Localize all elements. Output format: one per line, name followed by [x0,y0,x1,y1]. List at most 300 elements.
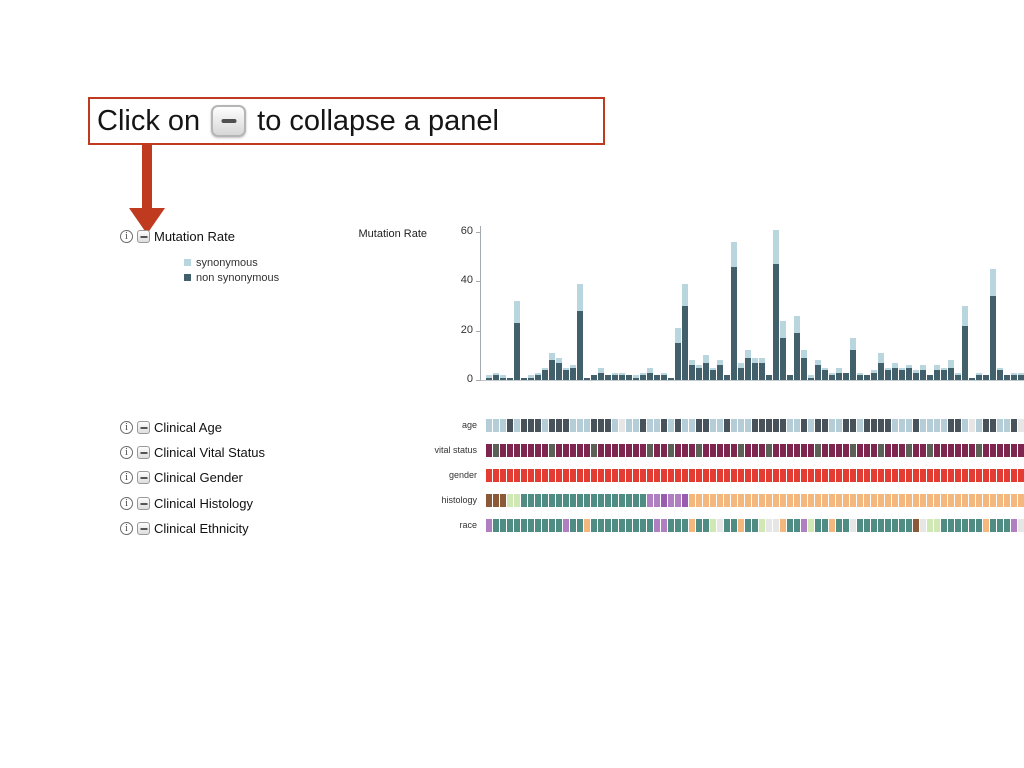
track-cell [934,519,940,532]
track-cell [752,444,758,457]
panel-label: Clinical Vital Status [154,445,266,460]
track-cell [808,519,814,532]
track-cell [920,494,926,507]
track-cell [563,419,569,432]
track-cell [626,494,632,507]
bar-sample [885,368,891,380]
bar-segment-non-synonymous [850,350,856,380]
bar-sample [549,353,555,380]
bar-segment-non-synonymous [661,375,667,380]
track-cell [745,494,751,507]
track-cell [605,419,611,432]
track-cell [626,469,632,482]
track-cell [878,469,884,482]
track-cell [920,444,926,457]
track-cell [724,494,730,507]
track-cell [731,494,737,507]
track-cell [542,419,548,432]
bar-segment-non-synonymous [514,323,520,380]
track-cell [717,419,723,432]
track-cell [976,519,982,532]
track-cell [535,519,541,532]
info-icon[interactable]: i [120,497,133,510]
bar-sample [640,373,646,380]
track-cell [689,444,695,457]
track-cell [759,519,765,532]
track-cell [913,519,919,532]
track-cell [969,494,975,507]
bar-sample [836,368,842,380]
track-cell [794,519,800,532]
track-cell [682,419,688,432]
chart-axis-title: Mutation Rate [358,228,427,240]
track-cell [640,519,646,532]
collapse-button[interactable] [137,421,150,434]
mutation-rate-bar-chart [486,230,1024,380]
collapse-button-mutation-rate[interactable] [137,230,150,243]
track-cell [976,469,982,482]
bar-segment-non-synonymous [605,375,611,380]
track-cell [640,444,646,457]
y-axis-line [480,226,481,381]
track-cell [822,444,828,457]
track-cell [717,469,723,482]
track-cell [738,494,744,507]
track-cell [836,469,842,482]
track-cell [500,444,506,457]
track-cell [500,419,506,432]
track-cell [955,444,961,457]
track-cell [584,419,590,432]
track-cell [696,519,702,532]
track-cell [738,469,744,482]
track-cell [661,494,667,507]
track-cell [983,469,989,482]
bar-sample [542,368,548,380]
bar-segment-non-synonymous [941,370,947,380]
collapse-button[interactable] [137,522,150,535]
track-cell [619,419,625,432]
track-cell [584,519,590,532]
track-cell [682,469,688,482]
track-cell [745,444,751,457]
y-tick-mark [476,380,481,381]
track-cell [990,444,996,457]
bar-sample [703,355,709,380]
bar-sample [843,373,849,380]
info-icon[interactable]: i [120,421,133,434]
track-cell [570,444,576,457]
bar-segment-non-synonymous [822,370,828,380]
bar-segment-non-synonymous [724,375,730,380]
bar-segment-non-synonymous [969,378,975,380]
collapse-button[interactable] [137,497,150,510]
track-cell [857,494,863,507]
panel-label-mutation-rate: Mutation Rate [154,229,235,244]
track-label: gender [448,470,477,480]
info-icon[interactable]: i [120,522,133,535]
bar-segment-non-synonymous [1018,375,1024,380]
track-cell [584,494,590,507]
track-cell [528,519,534,532]
bar-sample [864,375,870,380]
track-cell [1004,469,1010,482]
track-cell [584,444,590,457]
track-cell [703,444,709,457]
track-cell [528,444,534,457]
track-cell [661,419,667,432]
track-cell [738,519,744,532]
bar-segment-non-synonymous [990,296,996,380]
y-tick-label: 40 [460,274,473,287]
track-cell [507,519,513,532]
bar-segment-non-synonymous [654,375,660,380]
bar-segment-synonymous [780,321,786,338]
track-cell [976,444,982,457]
track-cell [647,419,653,432]
track-cell [1018,519,1024,532]
track-cell [654,444,660,457]
track-cell [570,519,576,532]
track-cell [815,494,821,507]
panel-row-clinical [120,420,222,435]
track-cell [535,494,541,507]
track-cell [1004,419,1010,432]
bar-sample [997,368,1003,380]
bar-sample [759,358,765,380]
track-cell [598,519,604,532]
legend-swatch-synonymous [184,259,191,266]
track-cell [605,444,611,457]
track-cell [640,494,646,507]
track-cell [948,469,954,482]
track-cell [493,419,499,432]
track-cell [969,469,975,482]
track-cell [549,469,555,482]
track-cell [598,494,604,507]
bar-sample [801,350,807,380]
track-cell [507,469,513,482]
panel-label: Clinical Ethnicity [154,521,249,536]
minus-glyph [140,528,147,530]
track-cell [521,444,527,457]
track-cell [822,519,828,532]
track-row-histology [486,494,1024,507]
bar-sample [493,373,499,380]
minus-glyph [140,427,147,429]
bar-segment-non-synonymous [787,375,793,380]
bar-segment-non-synonymous [927,375,933,380]
track-cell [829,419,835,432]
bar-segment-non-synonymous [1004,375,1010,380]
track-cell [976,419,982,432]
track-cell [570,494,576,507]
bar-segment-non-synonymous [640,375,646,380]
track-cell [626,444,632,457]
track-cell [899,519,905,532]
track-label: histology [441,495,477,505]
track-row-race [486,519,1024,532]
bar-sample [787,375,793,380]
bar-segment-non-synonymous [486,378,492,380]
track-cell [647,444,653,457]
track-cell [990,519,996,532]
track-cell [962,444,968,457]
collapse-button[interactable] [137,446,150,459]
legend-item-non-synonymous [184,270,279,285]
track-cell [794,444,800,457]
track-cell [717,494,723,507]
info-icon[interactable]: i [120,471,133,484]
bar-sample [500,375,506,380]
track-cell [654,494,660,507]
track-label: age [461,420,477,430]
bar-segment-non-synonymous [752,363,758,380]
bar-segment-non-synonymous [801,358,807,380]
track-cell [759,494,765,507]
track-cell [864,444,870,457]
track-cell [871,444,877,457]
bar-segment-non-synonymous [731,267,737,380]
track-cell [633,519,639,532]
track-cell [654,519,660,532]
track-cell [486,469,492,482]
track-cell [710,444,716,457]
track-cell [997,519,1003,532]
track-cell [605,519,611,532]
track-cell [787,469,793,482]
bar-sample [815,360,821,380]
bar-segment-non-synonymous [507,378,513,380]
track-cell [759,469,765,482]
track-cell [591,519,597,532]
track-cell [647,494,653,507]
track-cell [577,519,583,532]
bar-segment-non-synonymous [612,375,618,380]
y-tick-label: 0 [466,373,473,385]
bar-sample [668,378,674,380]
track-cell [871,469,877,482]
track-cell [948,419,954,432]
track-cell [948,519,954,532]
track-cell [661,519,667,532]
track-cell [535,419,541,432]
bar-segment-non-synonymous [871,373,877,380]
bar-segment-non-synonymous [745,358,751,380]
track-cell [514,444,520,457]
bar-sample [927,375,933,380]
track-cell [486,519,492,532]
bar-sample [563,368,569,380]
track-cell [934,469,940,482]
bar-sample [1004,375,1010,380]
track-cell [927,419,933,432]
track-cell [661,444,667,457]
track-cell [500,469,506,482]
bar-segment-non-synonymous [570,368,576,380]
bar-segment-non-synonymous [549,360,555,380]
info-icon[interactable]: i [120,446,133,459]
bar-segment-non-synonymous [500,378,506,380]
bar-segment-non-synonymous [913,373,919,380]
track-cell [836,494,842,507]
track-cell [556,469,562,482]
track-cell [794,469,800,482]
collapse-button[interactable] [137,471,150,484]
track-cell [724,469,730,482]
track-cell [619,469,625,482]
bar-sample [955,373,961,380]
bar-segment-non-synonymous [682,306,688,380]
track-cell [766,419,772,432]
track-cell [899,419,905,432]
track-cell [941,469,947,482]
track-cell [591,419,597,432]
track-cell [731,444,737,457]
track-cell [773,444,779,457]
track-cell [619,444,625,457]
track-cell [983,444,989,457]
track-cell [556,444,562,457]
track-cell [892,494,898,507]
track-cell [521,469,527,482]
panel-row-clinical [120,496,253,511]
track-cell [1018,419,1024,432]
bar-sample [892,363,898,380]
track-cell [815,469,821,482]
track-cell [864,469,870,482]
track-cell [577,494,583,507]
track-cell [808,469,814,482]
track-cell [668,419,674,432]
track-cell [591,494,597,507]
track-cell [927,519,933,532]
track-cell [598,419,604,432]
track-cell [752,494,758,507]
track-cell [780,494,786,507]
track-cell [997,469,1003,482]
bar-sample [976,373,982,380]
bar-sample [570,365,576,380]
track-cell [983,519,989,532]
track-cell [633,469,639,482]
bar-segment-non-synonymous [829,375,835,380]
track-cell [500,519,506,532]
track-cell [521,419,527,432]
track-cell [871,494,877,507]
track-cell [731,469,737,482]
bar-sample [857,373,863,380]
bar-segment-non-synonymous [815,365,821,380]
bar-segment-non-synonymous [703,363,709,380]
bar-sample [647,368,653,380]
track-cell [815,519,821,532]
bar-segment-synonymous [675,328,681,343]
track-cell [542,519,548,532]
track-cell [829,444,835,457]
bar-segment-non-synonymous [668,378,674,380]
track-cell [696,494,702,507]
track-cell [885,469,891,482]
track-cell [871,419,877,432]
track-cell [927,444,933,457]
track-cell [815,444,821,457]
track-cell [899,494,905,507]
track-cell [563,494,569,507]
bar-segment-synonymous [773,230,779,265]
track-cell [570,469,576,482]
bar-sample [521,378,527,380]
track-cell [773,494,779,507]
track-cell [549,519,555,532]
info-icon[interactable]: i [120,230,133,243]
track-cell [542,469,548,482]
track-cell [801,519,807,532]
track-cell [913,444,919,457]
track-cell [766,444,772,457]
track-cell [675,419,681,432]
track-cell [850,494,856,507]
track-cell [703,469,709,482]
bar-segment-non-synonymous [983,375,989,380]
track-cell [934,444,940,457]
minus-button-icon [211,105,246,137]
track-cell [892,469,898,482]
track-cell [822,419,828,432]
track-cell [787,519,793,532]
bar-segment-synonymous [990,269,996,296]
track-cell [633,444,639,457]
track-cell [934,494,940,507]
bar-segment-non-synonymous [493,375,499,380]
track-cell [766,494,772,507]
track-cell [633,494,639,507]
legend-swatch-non-synonymous [184,274,191,281]
track-label: race [459,520,477,530]
track-label: vital status [434,445,477,455]
track-cell [640,469,646,482]
track-cell [801,419,807,432]
track-cell [745,419,751,432]
track-cell [1004,444,1010,457]
track-cell [941,419,947,432]
track-cell [654,419,660,432]
x-baseline [481,380,1024,381]
track-cell [633,419,639,432]
track-cell [724,419,730,432]
bar-sample [969,378,975,380]
track-cell [507,494,513,507]
bar-sample [780,321,786,380]
track-cell [913,469,919,482]
bar-segment-non-synonymous [717,365,723,380]
track-cell [801,494,807,507]
bar-segment-non-synonymous [556,363,562,380]
track-cell [717,444,723,457]
track-cell [906,444,912,457]
bar-sample [948,360,954,380]
track-cell [997,419,1003,432]
bar-sample [584,378,590,380]
track-cell [626,519,632,532]
track-cell [899,469,905,482]
track-cell [745,469,751,482]
bar-segment-non-synonymous [528,378,534,380]
track-cell [563,444,569,457]
track-cell [521,494,527,507]
bar-segment-non-synonymous [577,311,583,380]
track-cell [927,469,933,482]
